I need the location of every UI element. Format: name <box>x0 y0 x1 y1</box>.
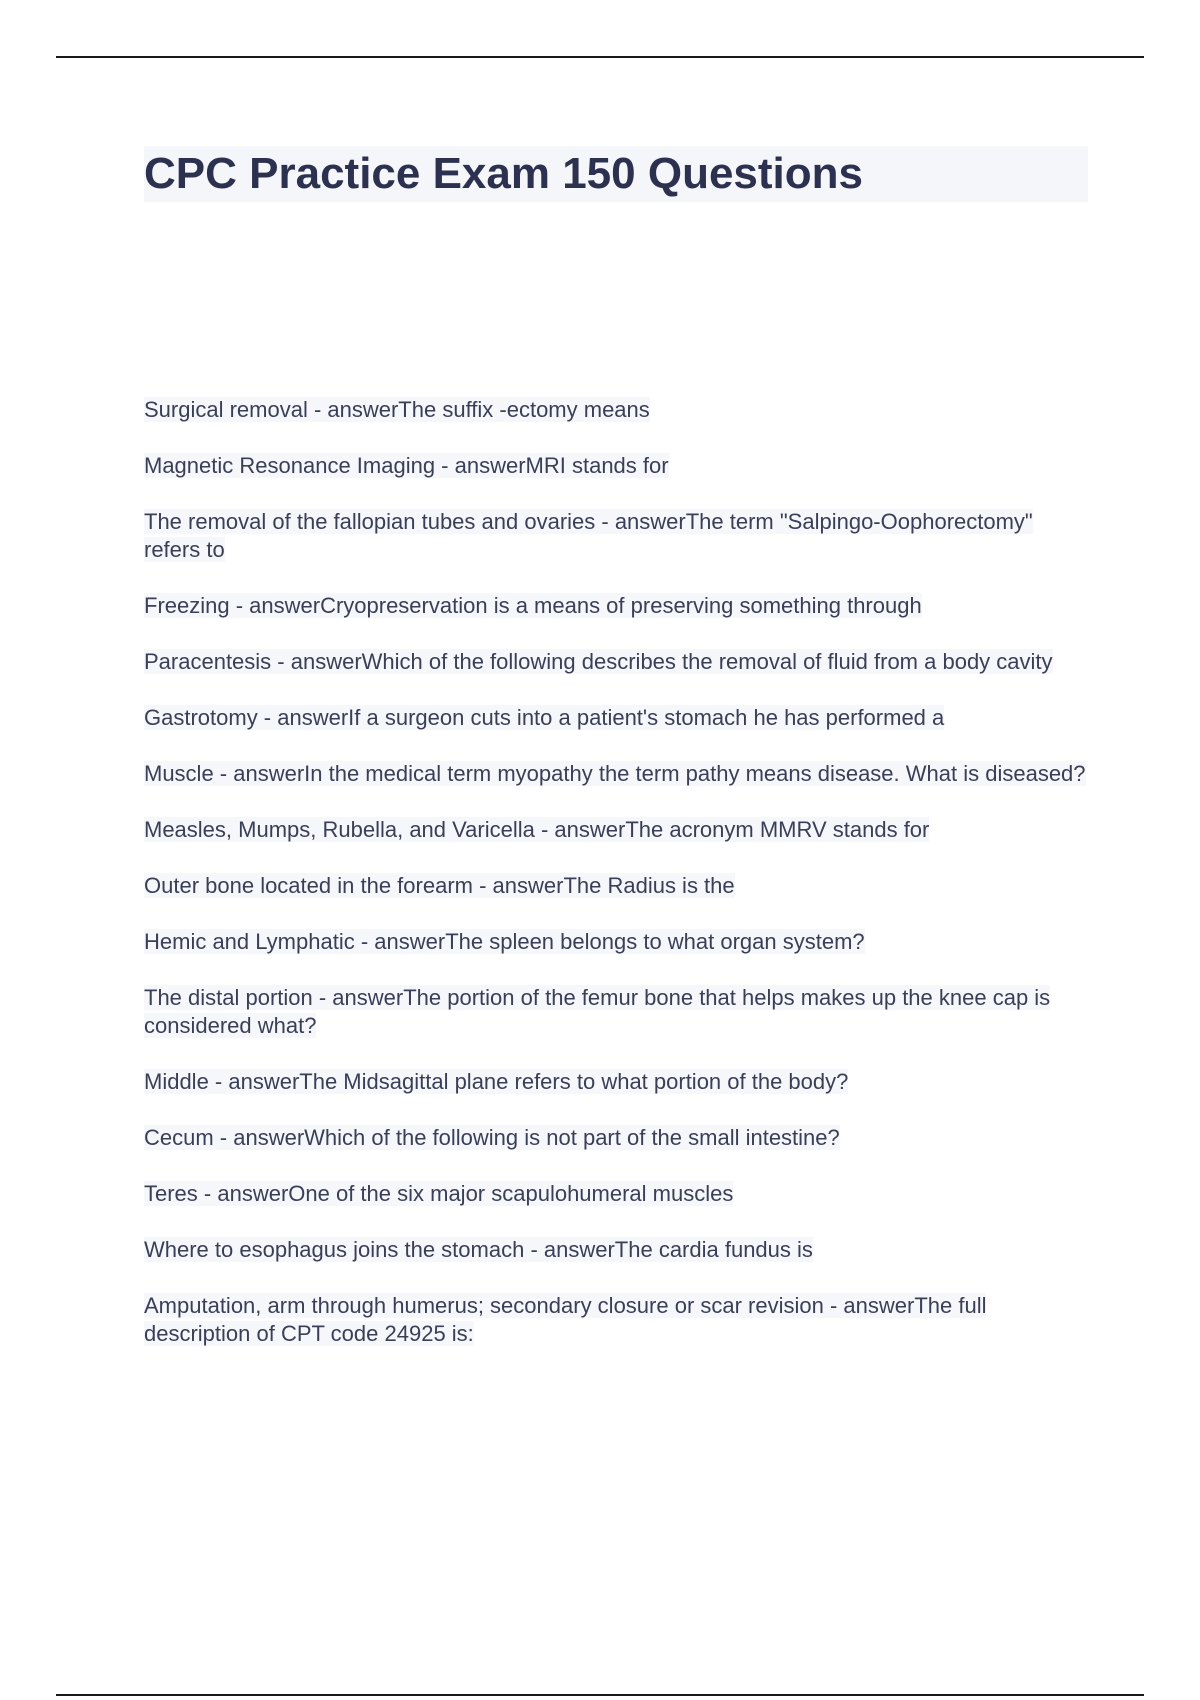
list-item <box>144 648 1088 676</box>
page-title: CPC Practice Exam 150 Questions <box>144 149 863 198</box>
qa-text: Measles, Mumps, Rubella, and Varicella - answerThe acronym MMRV stands for <box>144 817 930 842</box>
list-item <box>144 760 1088 788</box>
list-item <box>144 1124 1088 1152</box>
qa-text: The distal portion - answerThe portion of the femur bone that helps makes up the knee cap is considered what? <box>144 985 1051 1038</box>
list-item <box>144 592 1088 620</box>
qa-text: Where to esophagus joins the stomach - answerThe cardia fundus is <box>144 1237 813 1262</box>
list-item <box>144 452 1088 480</box>
title-block <box>144 146 1088 202</box>
list-item <box>144 928 1088 956</box>
list-item <box>144 816 1088 844</box>
top-divider <box>56 56 1144 58</box>
qa-text: Amputation, arm through humerus; secondary closure or scar revision - answerThe full description of CPT code 24925 is: <box>144 1293 987 1346</box>
qa-text: Gastrotomy - answerIf a surgeon cuts into a patient's stomach he has performed a <box>144 705 945 730</box>
qa-text: Middle - answerThe Midsagittal plane refers to what portion of the body? <box>144 1069 849 1094</box>
qa-text: The removal of the fallopian tubes and ovaries - answerThe term "Salpingo-Oophorectomy" refers to <box>144 509 1033 562</box>
qa-text: Muscle - answerIn the medical term myopathy the term pathy means disease. What is diseased? <box>144 761 1086 786</box>
qa-text: Surgical removal - answerThe suffix -ectomy means <box>144 397 650 422</box>
list-item <box>144 704 1088 732</box>
list-item <box>144 1292 1088 1348</box>
list-item <box>144 872 1088 900</box>
list-item <box>144 396 1088 424</box>
list-item <box>144 984 1088 1040</box>
question-list <box>144 396 1088 1376</box>
qa-text: Cecum - answerWhich of the following is not part of the small intestine? <box>144 1125 840 1150</box>
list-item <box>144 1236 1088 1264</box>
qa-text: Paracentesis - answerWhich of the following describes the removal of fluid from a body cavity <box>144 649 1053 674</box>
list-item <box>144 1068 1088 1096</box>
qa-text: Hemic and Lymphatic - answerThe spleen belongs to what organ system? <box>144 929 865 954</box>
list-item <box>144 508 1088 564</box>
qa-text: Freezing - answerCryopreservation is a means of preserving something through <box>144 593 922 618</box>
qa-text: Magnetic Resonance Imaging - answerMRI stands for <box>144 453 669 478</box>
qa-text: Teres - answerOne of the six major scapulohumeral muscles <box>144 1181 734 1206</box>
qa-text: Outer bone located in the forearm - answerThe Radius is the <box>144 873 735 898</box>
list-item <box>144 1180 1088 1208</box>
bottom-divider <box>56 1694 1144 1696</box>
